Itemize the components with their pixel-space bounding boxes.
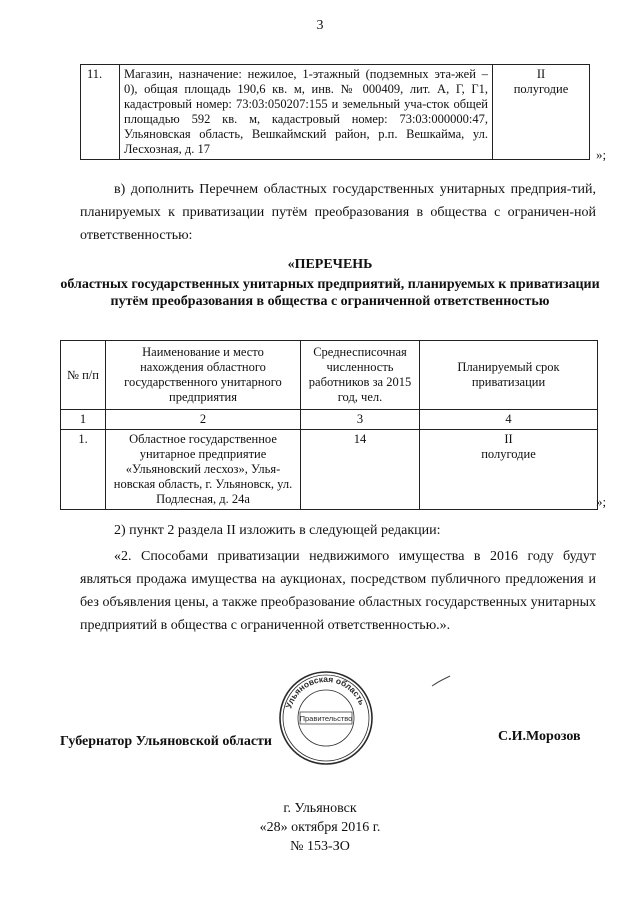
property-description: Магазин, назначение: нежилое, 1-этажный (подземных эта-жей – 0), общая площадь 190,6 кв. м, инв. № 000409, лит. А, Г, Г1, кадастровый номер: 73:03:050207:155 и земельный уча-сток общей площадью 592 кв. м, кадастровый номер: 73:03:000000:47, Ульяновская область, Вешкаймский район, р.п. Вешкайма, ул. Лесхозная, д. 17 [120, 65, 493, 160]
column-number: 1 [61, 410, 106, 430]
table-row [81, 65, 590, 160]
table-header-row [61, 341, 598, 410]
column-number-row [61, 410, 598, 430]
enterprise-name: Областное государственное унитарное предприятие «Ульяновский лесхоз», Улья-новская область, г. Ульяновск, ул. Подлесная, д. 24а [106, 430, 301, 510]
header-term: Планируемый срок приватизации [420, 341, 598, 410]
footer-date: «28» октября 2016 г. [259, 820, 381, 835]
row-number: 1. [61, 430, 106, 510]
footer-law-number: № 153-ЗО [290, 839, 350, 854]
list-subtitle: областных государственных унитарных предприятий, планируемых к приватизации путём преобразования в общества с ограниченной ответственностью [60, 277, 600, 309]
footer-city: г. Ульяновск [283, 801, 357, 816]
term-unit: полугодие [481, 447, 536, 461]
enterprise-table [60, 340, 598, 510]
paragraph-3: «2. Способами приватизации недвижимого имущества в 2016 году будут являться продажа имущества на аукционах, посредством публичного предложения и без объявления цены, а также преобразование областных государственных унитарных предприятий в общества с ограниченной ответственностью.». [80, 549, 596, 633]
table-closing-quote: »; [596, 494, 607, 509]
paragraph-2: 2) пункт 2 раздела II изложить в следующей редакции: [114, 523, 441, 538]
column-number: 2 [106, 410, 301, 430]
term-unit: полугодие [513, 82, 569, 96]
row-number: 11. [81, 65, 120, 160]
seal-inner-text: Правительство [299, 714, 353, 723]
signature-mark-icon [430, 674, 452, 688]
privatization-term [420, 430, 598, 510]
header-number: № п/п [61, 341, 106, 410]
header-employees: Среднесписочная численность работников за 2015 год, чел. [301, 341, 420, 410]
term-half: II [504, 432, 513, 446]
list-title: «ПЕРЕЧЕНЬ [287, 257, 373, 272]
table-closing-quote: »; [596, 147, 607, 162]
privatization-term [493, 65, 590, 160]
seal-outer-text: Ульяновская область [283, 673, 368, 710]
column-number: 4 [420, 410, 598, 430]
signatory-position: Губернатор Ульяновской области [60, 734, 272, 749]
page-number: 3 [316, 18, 324, 33]
term-half: II [536, 67, 546, 81]
official-seal-icon [278, 670, 374, 766]
table-row [61, 430, 598, 510]
employee-count: 14 [301, 430, 420, 510]
paragraph-v: в) дополнить Перечнем областных государственных унитарных предприя-тий, планируемых к приватизации путём преобразования в общества с ограничен-ной ответственностью: [80, 182, 596, 243]
header-name: Наименование и место нахождения областного государственного унитарного предприятия [106, 341, 301, 410]
column-number: 3 [301, 410, 420, 430]
property-table [80, 64, 590, 160]
signatory-name: С.И.Морозов [498, 729, 581, 744]
